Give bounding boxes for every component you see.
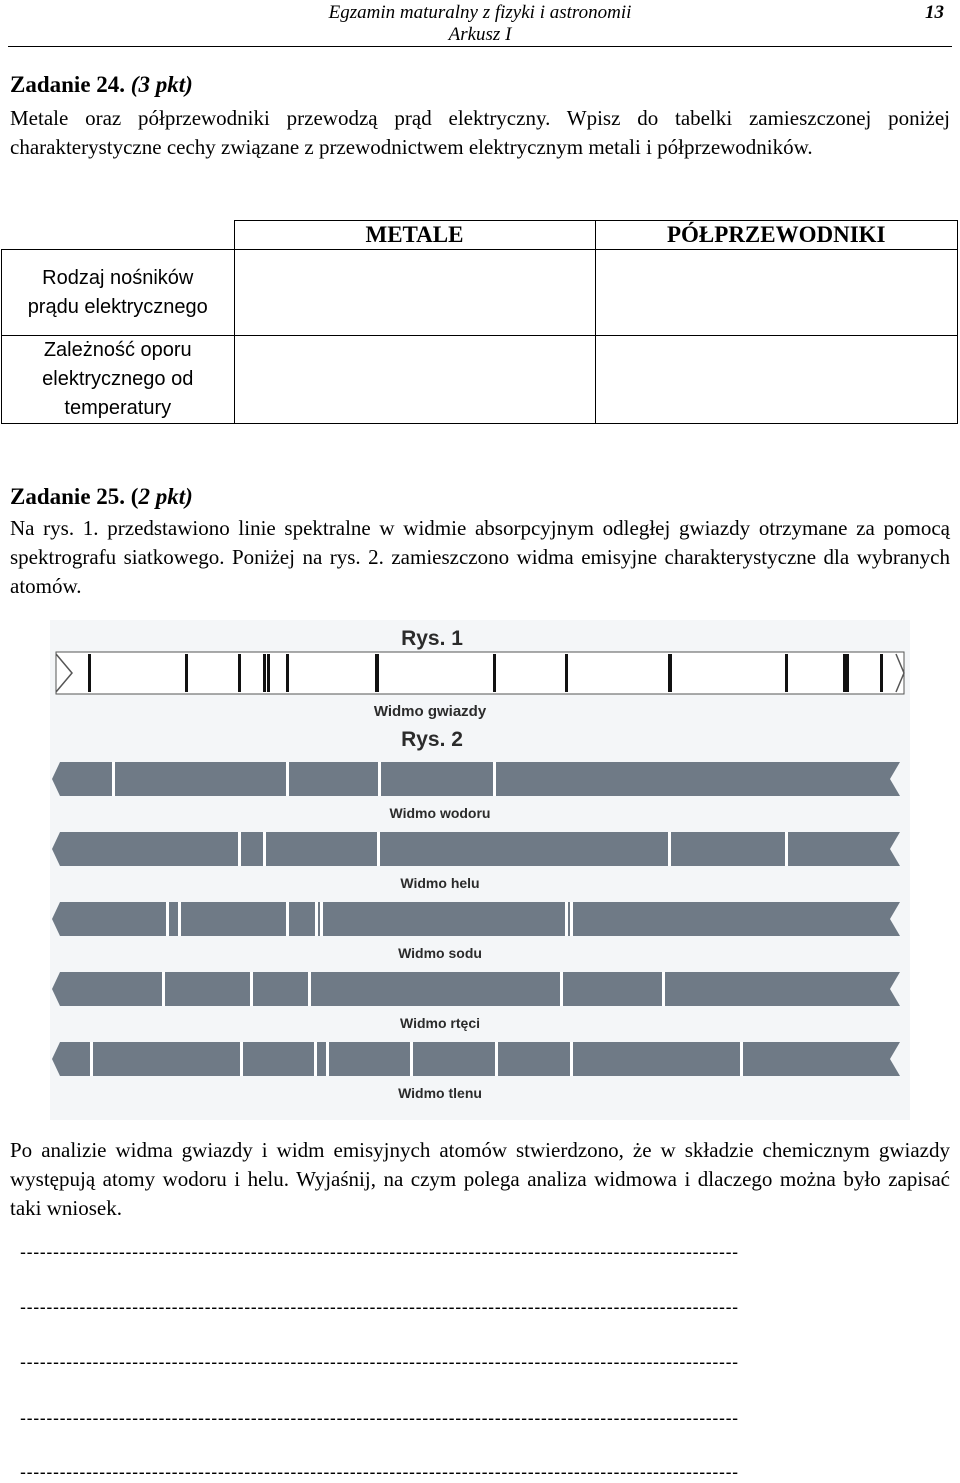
answer-line-3[interactable]: ------------------------------------------------------------------------------------------------------------- [20,1352,739,1372]
emission-line [326,1042,329,1076]
emission-spectrum-label: Widmo tlenu [398,1085,482,1101]
task-25-points: 2 pkt) [138,484,193,509]
star-absorption-line [88,654,91,692]
star-spectrum-label: Widmo gwiazdy [373,703,487,720]
task-24-title [10,72,193,98]
emission-line [410,1042,413,1076]
answer-line-1[interactable]: ------------------------------------------------------------------------------------------------------------- [20,1242,739,1262]
task-25-title [10,484,193,510]
emission-line [570,902,573,936]
emission-line [286,762,289,796]
emission-line [250,972,253,1006]
star-absorption-line [263,654,266,692]
star-absorption-line [668,654,672,692]
emission-line [315,902,318,936]
column-header-semiconductors: PÓŁPRZEWODNIKI [595,221,958,250]
emission-line [240,1042,243,1076]
emission-spectrum-label: Widmo helu [400,875,480,891]
answer-cell-semiconductors-carriers[interactable] [595,250,958,336]
emission-line [238,832,241,866]
emission-spectrum-band [52,1042,900,1076]
emission-line [178,902,181,936]
emission-line [570,1042,573,1076]
row-label-resistance: Zależność oporu elektrycznego od temperatury [2,336,235,424]
emission-spectrum-label: Widmo rtęci [400,1015,480,1031]
emission-line [662,972,665,1006]
star-absorption-line [185,654,188,692]
star-spectrum-strip [56,652,904,694]
emission-line [90,1042,93,1076]
emission-line [668,832,671,866]
star-absorption-line [375,654,379,692]
emission-line [560,972,563,1006]
answer-cell-metals-resistance[interactable] [234,336,595,424]
star-absorption-line [238,654,241,692]
emission-line [740,1042,743,1076]
fig1-label: Rys. 1 [401,627,463,650]
page-header [8,0,952,47]
answer-cell-semiconductors-resistance[interactable] [595,336,958,424]
star-absorption-line [880,654,883,692]
table-corner [2,221,235,250]
emission-spectrum-label: Widmo wodoru [389,805,491,821]
star-absorption-line [846,654,849,692]
emission-line [112,762,115,796]
star-absorption-line [493,654,496,692]
emission-line [377,832,380,866]
task-24-number: Zadanie 24. [10,72,126,97]
emission-line [378,762,381,796]
star-absorption-line [565,654,568,692]
emission-line [565,902,568,936]
answer-cell-metals-carriers[interactable] [234,250,595,336]
features-table [1,220,958,424]
answer-line-4[interactable]: ------------------------------------------------------------------------------------------------------------- [20,1408,739,1428]
star-absorption-line [785,654,788,692]
emission-spectrum-band [52,972,900,1006]
emission-line [162,972,165,1006]
emission-line [320,902,323,936]
star-absorption-line [286,654,289,692]
task-25-text: Na rys. 1. przedstawiono linie spektralne w widmie absorpcyjnym odległej gwiazdy otrzymane za pomocą spektrografu siatkowego. Poniżej na rys. 2. zamieszczono widma emisyjne charakterystyczne dla wybranych atomów. [10,516,950,598]
answer-line-2[interactable]: ------------------------------------------------------------------------------------------------------------- [20,1297,739,1317]
column-header-metals: METALE [234,221,595,250]
emission-spectrum-band [52,762,900,796]
exam-title: Egzamin maturalny z fizyki i astronomii [328,2,632,23]
task-25-number: Zadanie 25. ( [10,484,139,509]
star-spectrum-band [56,652,904,694]
spectra-figure [50,620,910,1120]
emission-line [493,762,496,796]
emission-line [495,1042,498,1076]
sheet-label: Arkusz I [448,24,512,45]
answer-line-5[interactable]: ------------------------------------------------------------------------------------------------------------- [20,1462,739,1482]
task-24-points: (3 pkt) [130,72,193,97]
emission-line [166,902,169,936]
emission-line [308,972,311,1006]
task-24-text: Metale oraz półprzewodniki przewodzą prąd elektryczny. Wpisz do tabelki zamieszczonej poniżej charakterystyczne cechy związane z przewodnictwem elektrycznym metali i półprzewodników. [10,106,950,159]
emission-spectrum-label: Widmo sodu [398,945,482,961]
emission-line [314,1042,317,1076]
emission-spectrum-band [52,832,900,866]
row-label-carriers: Rodzaj nośników prądu elektrycznego [2,250,235,336]
star-absorption-line [267,654,270,692]
question-text: Po analizie widma gwiazdy i widm emisyjnych atomów stwierdzono, że w składzie chemicznym gwiazdy występują atomy wodoru i helu. Wyjaśnij, na czym polega analiza widmowa i dlaczego można było zapisać taki wniosek. [10,1138,950,1220]
emission-line [263,832,266,866]
emission-line [785,832,788,866]
page-number: 13 [925,2,944,23]
fig2-label: Rys. 2 [401,728,463,751]
emission-line [286,902,289,936]
